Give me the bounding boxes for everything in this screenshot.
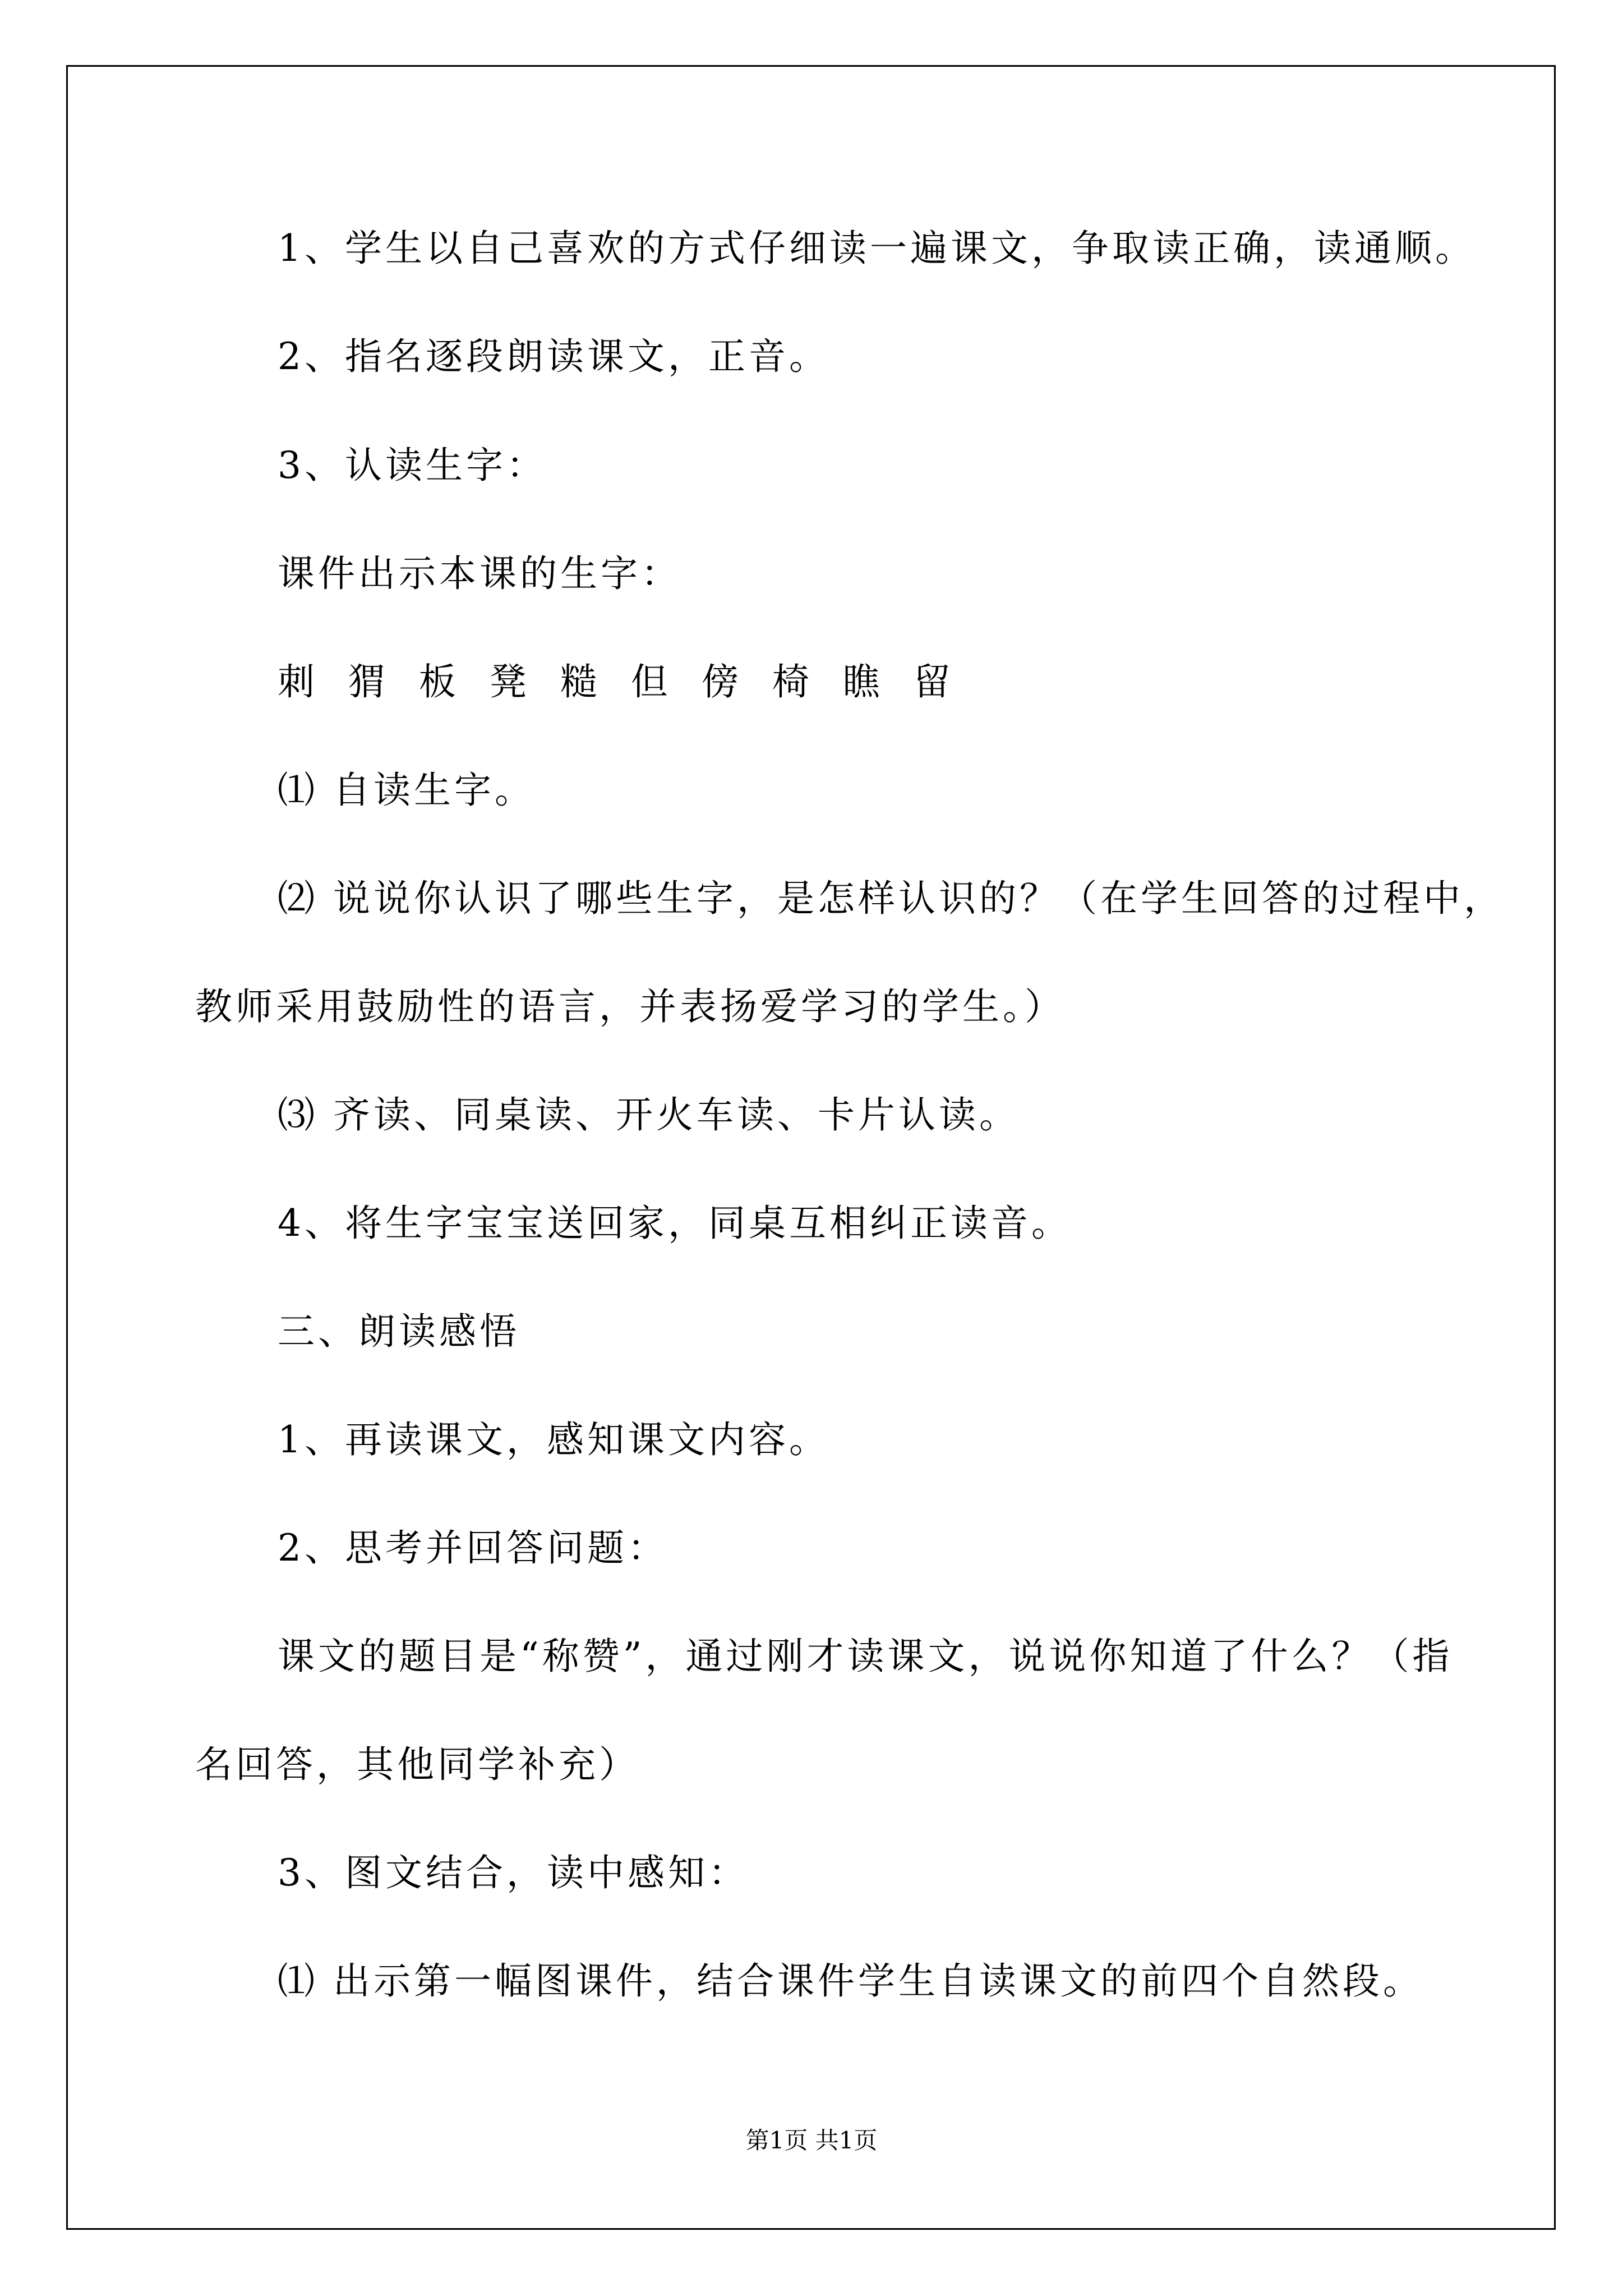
paragraph-line: ⑶ 齐读、同桌读、开火车读、卡片认读。 xyxy=(278,1093,1020,1137)
character-list: 刺 猬 板 凳 糙 但 傍 椅 瞧 留 xyxy=(278,660,954,703)
page-border xyxy=(66,65,1556,2230)
paragraph-line: ⑵ 说说你认识了哪些生字，是怎样认识的？（在学生回答的过程中， xyxy=(278,877,1504,920)
paragraph-line: ⑴ 自读生字。 xyxy=(278,769,535,812)
paragraph-line: 2、思考并回答问题： xyxy=(278,1526,668,1570)
section-heading: 三、朗读感悟 xyxy=(278,1310,520,1353)
paragraph-line: 2、指名逐段朗读课文，正音。 xyxy=(278,335,829,378)
paragraph-line: 课件出示本课的生字： xyxy=(278,552,681,595)
paragraph-line: 课文的题目是“称赞”，通过刚才读课文，说说你知道了什么？（指 xyxy=(278,1635,1453,1678)
paragraph-line: 4、将生字宝宝送回家，同桌互相纠正读音。 xyxy=(278,1202,1072,1245)
paragraph-line: 教师采用鼓励性的语言，并表扬爱学习的学生。） xyxy=(195,985,1065,1028)
paragraph-line: 3、图文结合，读中感知： xyxy=(278,1851,749,1894)
paragraph-line: 1、再读课文，感知课文内容。 xyxy=(278,1418,829,1461)
paragraph-line: 1、学生以自己喜欢的方式仔细读一遍课文，争取读正确，读通顺。 xyxy=(278,227,1476,270)
page-footer: 第1页 共1页 xyxy=(745,2127,878,2154)
paragraph-line: 名回答，其他同学补充） xyxy=(195,1743,639,1786)
paragraph-line: ⑴ 出示第一幅图课件，结合课件学生自读课文的前四个自然段。 xyxy=(278,1959,1423,2003)
paragraph-line: 3、认读生字： xyxy=(278,444,547,487)
